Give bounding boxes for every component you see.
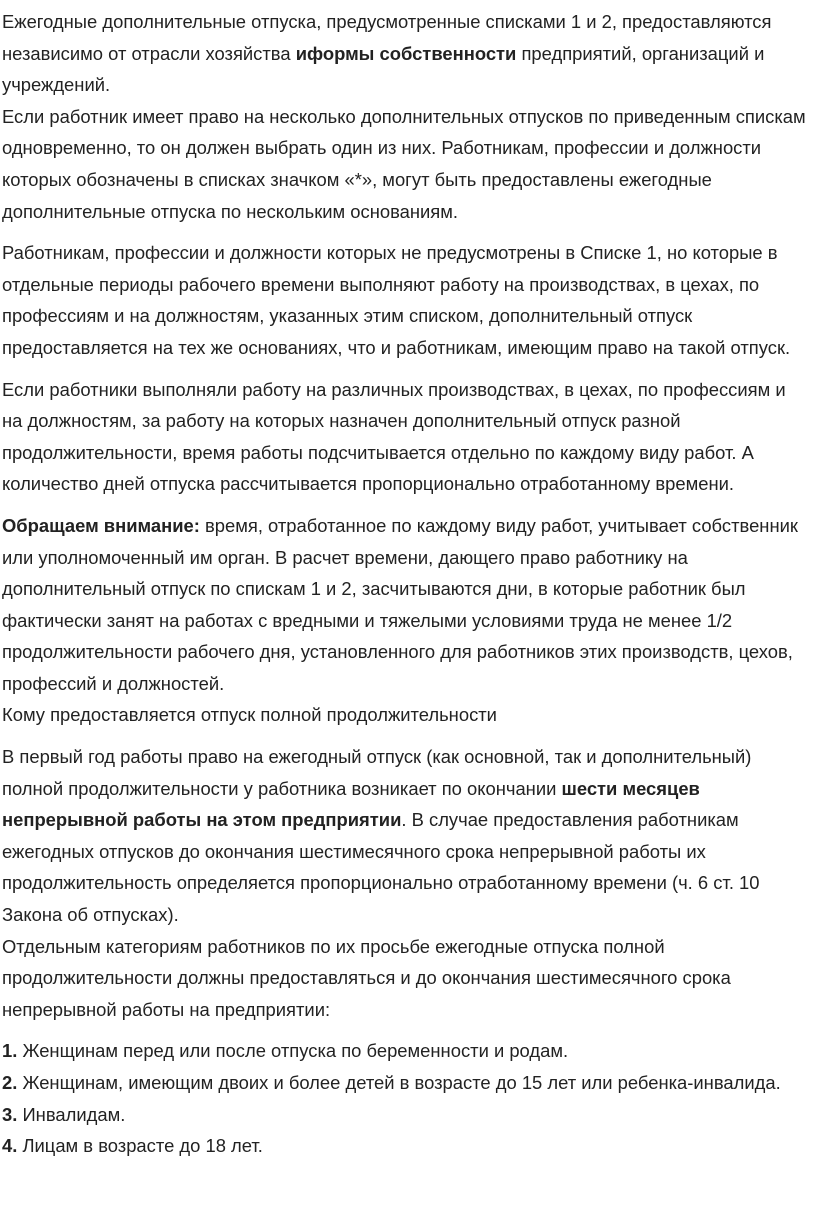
list-item	[2, 1035, 810, 1067]
section-heading: Кому предоставляется отпуск полной продолжительности	[2, 704, 497, 726]
list-item-number: 4.	[2, 1135, 18, 1157]
paragraph-1-text-a: Ежегодные дополнительные отпуска, предусмотренные списками 1 и 2, предоставляются независимо от отрасли хозяйства	[2, 11, 772, 64]
paragraph-1-bold: иформы собственности	[295, 42, 517, 64]
paragraph-6-text-b: . В случае предоставления работникам ежегодных отпусков до окончания шестимесячного срока непрерывной работы их продолжительность определяется пропорционально отработанному времени (ч. 6 ст. 10 Закона об отпусках).	[2, 809, 760, 926]
list-item-number: 2.	[2, 1072, 18, 1093]
paragraph-4: Если работники выполняли работу на различных производствах, в цехах, по профессиям и на должностям, за работу на которых назначен дополнительный отпуск разной продолжительности, время работы подсчитывается отдельно по каждому виду работ. А количество дней отпуска рассчитывается пропорционально отработанному времени.	[2, 378, 786, 495]
paragraph-5-text: время, отработанное по каждому виду работ, учитывает собственник или уполномоченный им орган. В расчет времени, дающего право работнику на дополнительный отпуск по спискам 1 и 2, засчитываются дни, в которые работник был фактически занят на работах с вредными и тяжелыми условиями труда не менее 1/2 продолжительности рабочего дня, установленного для работников этих производств, цехов, профессий и должностей.	[2, 514, 798, 694]
paragraph-6-bold: шести месяцев непрерывной работы на этом предприятии	[2, 777, 700, 831]
list-item-text: Женщинам, имеющим двоих и более детей в возрасте до 15 лет или ребенка-инвалида.	[17, 1072, 781, 1093]
paragraph-3: Работникам, профессии и должности которых не предусмотрены в Списке 1, но которые в отдельные периоды рабочего времени выполняют работу на производствах, в цехах, по профессиям и на должностям, указанных этим списком, дополнительный отпуск предоставляется на тех же основаниях, что и работникам, имеющим право на такой отпуск.	[2, 242, 791, 358]
list-item	[2, 1067, 810, 1099]
list-item-text: Инвалидам.	[17, 1103, 126, 1125]
list-item-number: 1.	[2, 1040, 18, 1062]
paragraph-6	[2, 741, 810, 931]
list-item-number: 3.	[2, 1103, 18, 1125]
paragraph-5	[2, 510, 810, 700]
list-item	[2, 1130, 810, 1162]
paragraph-1	[2, 6, 810, 101]
paragraph-7: Отдельным категориям работников по их просьбе ежегодные отпуска полной продолжительности должны предоставляться и до окончания шестимесячного срока непрерывной работы на предприятии:	[2, 935, 731, 1020]
list-item-text: Лицам в возрасте до 18 лет.	[17, 1135, 263, 1157]
list-item-text: Женщинам перед или после отпуска по беременности и родам.	[17, 1040, 569, 1062]
paragraph-6-text-a: В первый год работы право на ежегодный отпуск (как основной, так и дополнительный) полной продолжительности у работника возникает по окончании	[2, 746, 752, 799]
paragraph-2: Если работник имеет право на несколько дополнительных отпусков по приведенным спискам одновременно, то он должен выбрать один из них. Работникам, профессии и должности которых обозначены в списках значком «*», могут быть предоставлены ежегодные дополнительные отпуска по нескольким основаниям.	[2, 105, 806, 222]
paragraph-5-bold: Обращаем внимание:	[2, 514, 200, 536]
paragraph-1-text-b: предприятий, организаций и учреждений.	[2, 42, 765, 96]
list-item	[2, 1099, 810, 1131]
category-list	[2, 1035, 810, 1161]
